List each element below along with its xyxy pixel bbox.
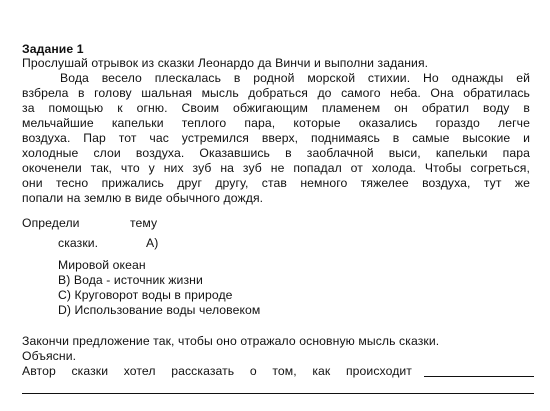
question1-prompt-line2: сказки. (58, 236, 99, 250)
passage-line-9: попали на землю в виде обычного дождя. (22, 191, 264, 205)
passage-line-5: воздуха. Пар тот час устремился вверх, поднимаясь в самые высокие и (22, 131, 530, 145)
question2-line2: Объясни. (22, 349, 77, 363)
passage-line-4: мельчайшие капельки теплого пара, которые оказались гораздо легче (22, 116, 530, 130)
answer-line-long (22, 393, 534, 394)
passage-line-6: холодные слои воздуха. Оказавшись в заоблачной выси, капельки пара (22, 146, 530, 160)
answer-line-short (424, 376, 534, 377)
question1-prompt-tail: тему (130, 216, 158, 230)
option-d: D) Использование воды человеком (58, 303, 261, 317)
question1-prompt-word: Определи (22, 216, 80, 230)
question2-line3: Автор сказки хотел рассказать о том, как происходит (22, 364, 412, 378)
passage-line-2: взбрела в голову шальная мысль добраться до самого неба. Она обратилась (22, 86, 530, 100)
passage-line-7: окоченели так, что у них зуб на зуб не попадал от холода. Чтобы согреться, (22, 161, 530, 175)
passage-line-1: Вода весело плескалась в родной морской стихии. Но однажды ей (60, 71, 530, 85)
question2-line1: Закончи предложение так, чтобы оно отражало основную мысль сказки. (22, 334, 440, 348)
passage-line-3: за помощью к огню. Своим обжигающим пламенем он обратил воду в (22, 101, 530, 115)
option-b: B) Вода - источник жизни (58, 273, 203, 287)
option-c: C) Круговорот воды в природе (58, 288, 233, 302)
option-a-text: Мировой океан (58, 258, 146, 272)
option-a-letter: А) (146, 236, 159, 250)
task-instruction: Прослушай отрывок из сказки Леонардо да Винчи и выполни задания. (22, 56, 429, 70)
passage-line-8: они тесно прижались друг другу, став немного тяжелее воздуха, тут же (22, 176, 530, 190)
task-title: Задание 1 (22, 42, 84, 56)
